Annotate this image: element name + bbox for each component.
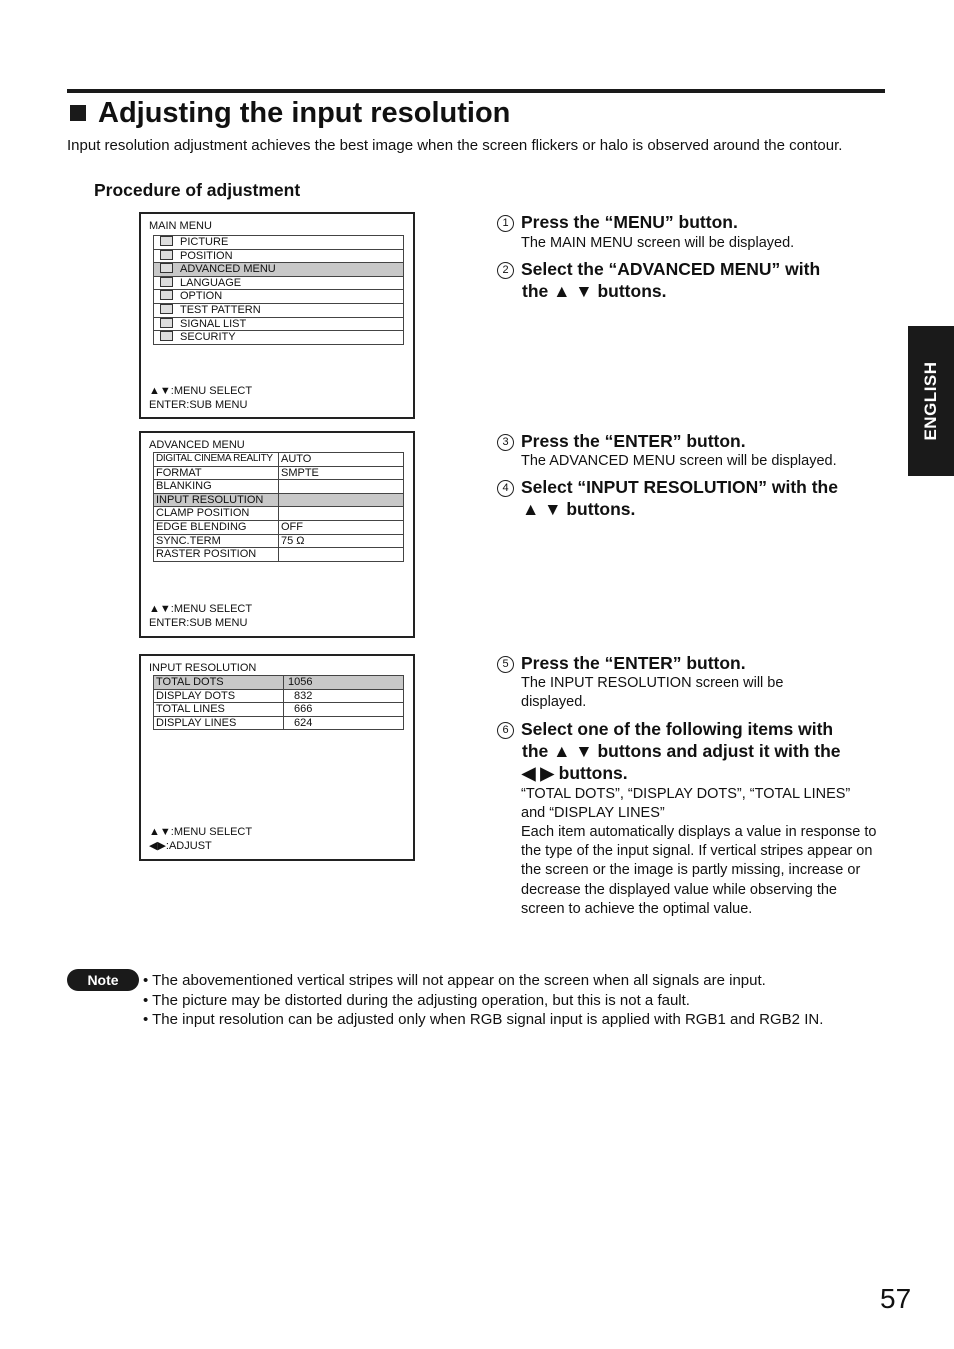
- footer-menu-select: ▲▼:MENU SELECT: [149, 603, 253, 615]
- step-number: 2: [497, 262, 514, 279]
- step-3-description: The ADVANCED MENU screen will be displayed.: [521, 453, 837, 469]
- table-row[interactable]: FORMAT SMPTE: [154, 466, 404, 480]
- procedure-heading: Procedure of adjustment: [94, 180, 301, 200]
- step-4: 4 Select “INPUT RESOLUTION” with the ▲ ▼ buttons.: [497, 476, 838, 520]
- menu-item-picture[interactable]: PICTURE: [154, 236, 404, 250]
- step-number: 5: [497, 656, 514, 673]
- step-5: 5 Press the “ENTER” button.: [497, 652, 746, 674]
- table-row[interactable]: CLAMP POSITION: [154, 507, 404, 521]
- note-item: • The picture may be distorted during the adjusting operation, but this is not a fault.: [143, 991, 690, 1009]
- menu-item-position[interactable]: POSITION: [154, 249, 404, 263]
- note-item: • The abovementioned vertical stripes will not appear on the screen when all signals are input.: [143, 972, 766, 989]
- step-6-description: “TOTAL DOTS”, “DISPLAY DOTS”, “TOTAL LINES” and “DISPLAY LINES”: [521, 786, 851, 822]
- step-number: 1: [497, 215, 514, 232]
- table-row[interactable]: DIGITAL CINEMA REALITY AUTO: [154, 453, 404, 467]
- footer-enter-sub-menu: ENTER:SUB MENU: [149, 399, 248, 411]
- main-menu-footer: [149, 384, 252, 412]
- advanced-menu-footer: [149, 602, 252, 630]
- test-pattern-icon: [160, 304, 173, 314]
- step-1: 1 Press the “MENU” button.: [497, 211, 738, 233]
- note-list: [143, 971, 823, 1030]
- language-tab-label: ENGLISH: [921, 361, 940, 441]
- menu-item-advanced-menu[interactable]: ADVANCED MENU: [154, 263, 404, 277]
- main-menu-screen: [139, 212, 415, 419]
- language-icon: [160, 277, 173, 287]
- footer-enter-sub-menu: ENTER:SUB MENU: [149, 617, 248, 629]
- footer-menu-select: ▲▼:MENU SELECT: [149, 385, 253, 397]
- main-menu-list: [153, 235, 404, 345]
- language-tab: [908, 326, 954, 476]
- step-3: 3 Press the “ENTER” button.: [497, 430, 746, 452]
- picture-icon: [160, 236, 173, 246]
- signal-list-icon: [160, 318, 173, 328]
- menu-item-security[interactable]: SECURITY: [154, 331, 404, 345]
- step-5-description: The INPUT RESOLUTION screen will be displayed.: [521, 675, 784, 711]
- security-icon: [160, 331, 173, 341]
- table-row[interactable]: EDGE BLENDING OFF: [154, 520, 404, 534]
- menu-item-signal-list[interactable]: SIGNAL LIST: [154, 317, 404, 331]
- advanced-menu-screen: [139, 431, 415, 638]
- note-item: • The input resolution can be adjusted only when RGB signal input is applied with RGB1 and RGB2 IN.: [143, 1011, 824, 1029]
- position-icon: [160, 250, 173, 260]
- table-row-total-lines[interactable]: TOTAL LINES 666: [154, 703, 404, 717]
- table-row-total-dots[interactable]: TOTAL DOTS 1056: [154, 676, 404, 690]
- input-resolution-footer: [149, 825, 252, 853]
- intro-paragraph: Input resolution adjustment achieves the best image when the screen flickers or halo is observed around the contour.: [67, 137, 843, 154]
- table-row[interactable]: RASTER POSITION: [154, 548, 404, 562]
- step-6-explanation: Each item automatically displays a value in response to the type of the input signal. If vertical stripes appear on the screen or the image is partly missing, increase or decrease the displayed value while observing the screen to achieve the optimal value.: [521, 824, 877, 917]
- table-row-display-dots[interactable]: DISPLAY DOTS 832: [154, 689, 404, 703]
- input-resolution-screen: [139, 654, 415, 861]
- step-number: 4: [497, 480, 514, 497]
- footer-menu-select: ▲▼:MENU SELECT: [149, 826, 253, 838]
- advanced-menu-list: [153, 452, 404, 562]
- section-title: [70, 97, 510, 130]
- table-row-display-lines[interactable]: DISPLAY LINES 624: [154, 716, 404, 730]
- footer-adjust: ◀▶:ADJUST: [149, 840, 212, 852]
- section-title-text: Adjusting the input resolution: [98, 97, 511, 129]
- menu-item-test-pattern[interactable]: TEST PATTERN: [154, 303, 404, 317]
- input-resolution-title: INPUT RESOLUTION: [149, 662, 257, 674]
- step-2: 2 Select the “ADVANCED MENU” with the ▲ ▼ buttons.: [497, 258, 820, 302]
- table-row-input-resolution[interactable]: INPUT RESOLUTION: [154, 493, 404, 507]
- option-icon: [160, 290, 173, 300]
- input-resolution-list: [153, 675, 404, 730]
- table-row[interactable]: SYNC.TERM 75 Ω: [154, 534, 404, 548]
- square-bullet-icon: [70, 105, 86, 121]
- step-number: 3: [497, 434, 514, 451]
- table-row[interactable]: BLANKING: [154, 480, 404, 494]
- step-1-description: The MAIN MENU screen will be displayed.: [521, 235, 795, 251]
- menu-item-language[interactable]: LANGUAGE: [154, 276, 404, 290]
- page-number: 57: [880, 1283, 912, 1314]
- step-6: 6 Select one of the following items with the ▲ ▼ buttons and adjust it with the ◀ ▶ buttons.: [497, 718, 841, 784]
- menu-item-option[interactable]: OPTION: [154, 290, 404, 304]
- note-badge: Note: [67, 969, 139, 991]
- step-number: 6: [497, 722, 514, 739]
- main-menu-title: MAIN MENU: [149, 220, 212, 232]
- top-rule: [67, 89, 885, 93]
- advanced-menu-title: ADVANCED MENU: [149, 439, 245, 451]
- advanced-menu-icon: [160, 263, 173, 273]
